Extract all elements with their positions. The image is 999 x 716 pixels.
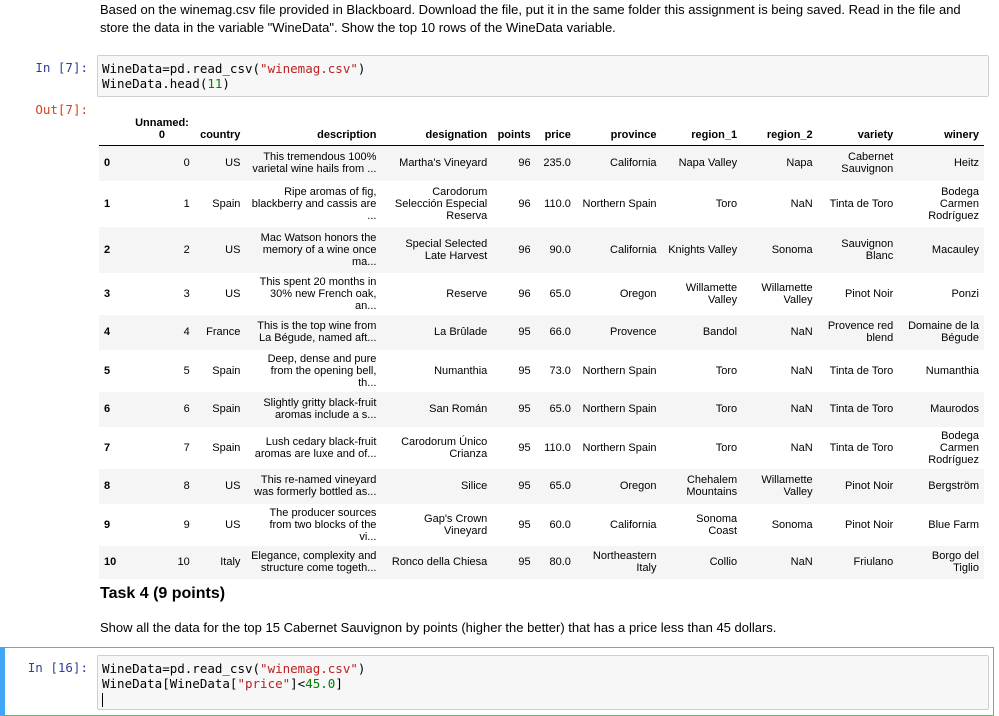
table-row xyxy=(99,181,984,227)
code-text: WineData=pd.read_csv( xyxy=(102,661,261,676)
table-cell: Provence red blend xyxy=(827,320,894,344)
header-points: points xyxy=(492,113,535,146)
table-cell: Toro xyxy=(715,197,738,210)
table-cell: US xyxy=(225,157,241,170)
table-cell: Knights Valley xyxy=(668,243,738,256)
table-row xyxy=(99,315,984,350)
in-prompt-16: In [16]: xyxy=(27,660,88,675)
table-cell: Toro xyxy=(715,364,738,377)
table-row xyxy=(99,227,984,273)
table-cell: Bodega Carmen Rodríguez xyxy=(928,429,979,466)
table-row xyxy=(99,427,984,469)
table-cell: Pinot Noir xyxy=(844,480,894,492)
table-cell: Blue Farm xyxy=(928,518,979,531)
table-cell: 5 xyxy=(183,364,190,377)
header-province: province xyxy=(576,113,662,146)
table-cell: Italy xyxy=(220,556,241,568)
table-cell: Macauley xyxy=(931,243,979,256)
table-cell: Bodega Carmen Rodríguez xyxy=(928,185,979,222)
table-cell: Willamette Valley xyxy=(761,474,813,498)
header-variety: variety xyxy=(818,113,899,146)
table-cell: Elegance, complexity and structure come togeth... xyxy=(251,550,377,574)
header-region-1: region_1 xyxy=(662,113,743,146)
table-header-row xyxy=(99,113,984,146)
code-text: WineData.head( xyxy=(102,76,208,91)
table-cell: 110.0 xyxy=(544,441,571,454)
table-cell: 96 xyxy=(518,157,531,170)
code-cell-7[interactable] xyxy=(97,55,989,97)
table-cell: 65.0 xyxy=(549,287,571,300)
table-cell: Tinta de Toro xyxy=(829,403,894,415)
code-cell-16[interactable] xyxy=(97,655,989,710)
table-cell: 7 xyxy=(183,441,190,454)
code-number: 11 xyxy=(207,76,223,91)
code-text: ) xyxy=(357,661,366,676)
table-cell: Pinot Noir xyxy=(844,287,894,300)
table-cell: Napa Valley xyxy=(678,157,738,170)
table-cell: 1 xyxy=(183,197,190,210)
code-string: "winemag.csv" xyxy=(260,661,358,676)
header-description: description xyxy=(245,113,381,146)
table-cell: 96 xyxy=(518,243,531,256)
header-index xyxy=(99,113,129,146)
table-cell: Northern Spain xyxy=(582,403,657,415)
table-cell: NaN xyxy=(790,441,813,454)
table-row xyxy=(99,546,984,579)
row-index: 2 xyxy=(104,243,111,256)
table-cell: Spain xyxy=(212,197,241,210)
table-cell: Martha's Vineyard xyxy=(399,157,488,170)
table-cell: US xyxy=(225,287,241,300)
table-cell: NaN xyxy=(790,197,813,210)
table-cell: 73.0 xyxy=(549,364,571,377)
table-cell: Sonoma Coast xyxy=(696,512,738,537)
table-cell: Silice xyxy=(460,480,488,492)
code-text: WineData=pd.read_csv( xyxy=(102,61,261,76)
table-cell: NaN xyxy=(790,326,813,338)
table-cell: Deep, dense and pure from the opening bell, th... xyxy=(267,352,377,389)
table-cell: 4 xyxy=(183,326,190,338)
table-row xyxy=(99,273,984,315)
table-cell: Ronco della Chiesa xyxy=(391,556,488,568)
table-cell: US xyxy=(225,243,241,256)
table-cell: France xyxy=(206,326,241,338)
task4-heading: Task 4 (9 points) xyxy=(100,585,226,602)
table-cell: Spain xyxy=(212,364,241,377)
table-row xyxy=(99,392,984,427)
code-text: ) xyxy=(222,76,230,91)
table-cell: Ripe aromas of fig, blackberry and cassis are ... xyxy=(251,185,377,222)
table-cell: 96 xyxy=(518,197,531,210)
row-index: 9 xyxy=(104,518,111,531)
table-cell: Special Selected Late Harvest xyxy=(405,237,488,262)
table-cell: Tinta de Toro xyxy=(829,197,894,210)
table-cell: 95 xyxy=(518,326,531,338)
table-cell: 80.0 xyxy=(549,556,571,568)
table-cell: 2 xyxy=(183,243,190,256)
table-cell: 235.0 xyxy=(543,157,571,170)
table-cell: US xyxy=(225,480,241,492)
table-cell: Northern Spain xyxy=(582,364,657,377)
table-cell: Chehalem Mountains xyxy=(686,474,738,498)
table-cell: NaN xyxy=(790,403,813,415)
table-cell: 65.0 xyxy=(549,480,571,492)
in-prompt-7: In [7]: xyxy=(35,60,88,75)
row-index: 10 xyxy=(104,556,117,568)
table-cell: Sonoma xyxy=(771,243,813,256)
table-cell: Slightly gritty black-fruit aromas include a s... xyxy=(263,397,377,421)
table-cell: Maurodos xyxy=(930,403,979,415)
table-cell: Reserve xyxy=(446,287,488,300)
table-cell: 95 xyxy=(518,518,531,531)
table-cell: 66.0 xyxy=(549,326,571,338)
table-cell: The producer sources from two blocks of the vi... xyxy=(269,506,377,543)
table-cell: Gap's Crown Vineyard xyxy=(424,512,488,537)
table-cell: Sauvignon Blanc xyxy=(841,237,894,262)
table-cell: 65.0 xyxy=(549,403,571,415)
table-cell: Willamette Valley xyxy=(685,281,738,306)
code-text: WineData[WineData[ xyxy=(102,676,238,691)
row-index: 1 xyxy=(104,197,111,210)
header-unnamed: Unnamed: 0 xyxy=(129,113,194,146)
table-cell: Napa xyxy=(786,157,813,170)
table-cell: 95 xyxy=(518,556,531,568)
table-cell: This tremendous 100% varietal wine hails from ... xyxy=(252,151,377,176)
dataframe-table xyxy=(99,113,984,579)
table-cell: Spain xyxy=(212,403,241,415)
table-cell: Ponzi xyxy=(951,287,979,300)
table-cell: Toro xyxy=(715,403,738,415)
code-number: 45.0 xyxy=(305,676,336,691)
table-cell: US xyxy=(225,518,241,531)
header-country: country xyxy=(195,113,246,146)
table-cell: Toro xyxy=(715,441,738,454)
table-cell: La Brûlade xyxy=(434,326,488,338)
table-row xyxy=(99,350,984,392)
table-cell: NaN xyxy=(790,556,813,568)
table-cell: Carodorum Selección Especial Reserva xyxy=(394,185,488,222)
header-winery: winery xyxy=(898,113,984,146)
table-cell: California xyxy=(610,157,657,170)
text-cursor xyxy=(102,693,103,707)
table-cell: NaN xyxy=(790,364,813,377)
table-cell: Numanthia xyxy=(925,364,979,377)
table-row xyxy=(99,504,984,546)
table-cell: Northern Spain xyxy=(582,441,657,454)
table-cell: Cabernet Sauvignon xyxy=(841,151,894,176)
code-text: ) xyxy=(357,61,366,76)
table-cell: California xyxy=(610,518,657,531)
table-cell: 110.0 xyxy=(544,197,571,210)
table-cell: Oregon xyxy=(619,480,657,492)
table-cell: 60.0 xyxy=(549,518,571,531)
table-row xyxy=(99,469,984,504)
row-index: 8 xyxy=(104,480,111,492)
table-cell: Oregon xyxy=(619,287,657,300)
table-cell: This spent 20 months in 30% new French oak, an... xyxy=(259,275,377,312)
table-cell: 95 xyxy=(518,480,531,492)
code-text: ] xyxy=(335,676,343,691)
table-cell: Domaine de la Bégude xyxy=(908,320,979,344)
row-index: 4 xyxy=(104,326,111,338)
row-index: 5 xyxy=(104,364,111,377)
table-cell: 95 xyxy=(518,441,531,454)
table-cell: Tinta de Toro xyxy=(829,364,894,377)
table-cell: Northeastern Italy xyxy=(592,550,657,574)
table-cell: Spain xyxy=(212,441,241,454)
table-cell: 9 xyxy=(183,518,190,531)
table-cell: San Román xyxy=(429,403,488,415)
table-cell: Numanthia xyxy=(434,364,488,377)
table-cell: California xyxy=(610,243,657,256)
row-index: 6 xyxy=(104,403,111,415)
table-cell: 95 xyxy=(518,364,531,377)
table-cell: Collio xyxy=(709,556,738,568)
table-cell: Borgo del Tiglio xyxy=(931,550,979,574)
table-cell: Willamette Valley xyxy=(761,281,813,306)
task4-text: Show all the data for the top 15 Cabernet Sauvignon by points (higher the better) that has a price less than 45 dollars. xyxy=(100,620,777,635)
code-text: ]< xyxy=(290,676,306,691)
table-cell: 10 xyxy=(177,556,190,568)
table-cell: 96 xyxy=(518,287,531,300)
table-row xyxy=(99,146,984,181)
table-cell: This re-named vineyard was formerly bottled as... xyxy=(254,474,377,498)
table-cell: Mac Watson honors the memory of a wine once ma... xyxy=(260,231,377,268)
table-cell: 95 xyxy=(518,403,531,415)
table-cell: 90.0 xyxy=(549,243,571,256)
table-cell: 8 xyxy=(183,480,190,492)
table-cell: This is the top wine from La Bégude, named aft... xyxy=(257,320,377,344)
table-cell: Pinot Noir xyxy=(844,518,894,531)
table-cell: Lush cedary black-fruit aromas are luxe and of... xyxy=(254,435,377,460)
header-price: price xyxy=(536,113,576,146)
table-cell: Bandol xyxy=(702,326,738,338)
table-cell: Tinta de Toro xyxy=(829,441,894,454)
row-index: 7 xyxy=(104,441,111,454)
header-designation: designation xyxy=(381,113,492,146)
table-cell: 0 xyxy=(183,157,190,170)
table-cell: Carodorum Único Crianza xyxy=(401,435,488,460)
header-region-2: region_2 xyxy=(742,113,818,146)
table-cell: 6 xyxy=(183,403,190,415)
table-cell: Bergström xyxy=(928,480,979,492)
out-prompt-7: Out[7]: xyxy=(35,102,88,117)
intro-text: Based on the winemag.csv file provided in Blackboard. Download the file, put it in the same folder this assignment is being saved. Read in the file and store the data in the variable "WineData". Show the top 10 rows of the WineData variable. xyxy=(100,2,961,35)
table-cell: Northern Spain xyxy=(582,197,657,210)
row-index: 3 xyxy=(104,287,111,300)
table-cell: 3 xyxy=(183,287,190,300)
code-string: "winemag.csv" xyxy=(260,61,358,76)
row-index: 0 xyxy=(104,157,111,170)
table-cell: Heitz xyxy=(953,157,979,170)
table-cell: Sonoma xyxy=(771,518,813,531)
table-cell: Friulano xyxy=(853,556,894,568)
code-string: "price" xyxy=(237,676,291,691)
table-cell: Provence xyxy=(610,326,657,338)
